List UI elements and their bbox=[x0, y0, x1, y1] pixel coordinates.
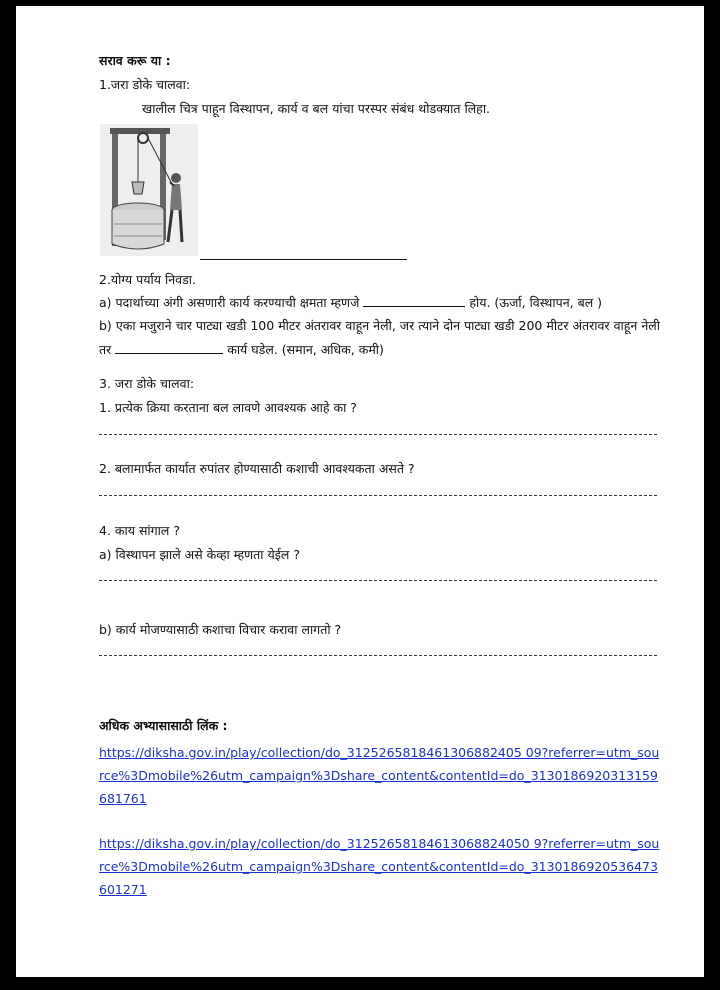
q1-instruction: खालील चित्र पाहून विस्थापन, कार्य व बल यांचा परस्पर संबंध थोडक्यात लिहा. bbox=[142, 101, 491, 116]
q4-title: 4. काय सांगाल ? bbox=[99, 523, 181, 538]
resource-link-2[interactable]: https://diksha.gov.in/play/collection/do_31252658184613068824050 9?referrer=utm_source%3Dmobile%26utm_campaign%3Dshare_content&contentId=do_3130186920536473601271 bbox=[99, 836, 660, 897]
q4-answer-line-a[interactable] bbox=[99, 580, 657, 581]
q2-b-blank[interactable] bbox=[115, 341, 223, 354]
q3-item-1: 1. प्रत्येक क्रिया करताना बल लावणे आवश्यक आहे का ? bbox=[99, 400, 357, 415]
q1-title: 1.जरा डोके चालवा: bbox=[99, 77, 191, 92]
q2-option-a bbox=[99, 294, 602, 311]
q3-item-2: 2. बलामार्फत कार्यात रुपांतर होण्यासाठी कशाची आवश्यकता असते ? bbox=[99, 461, 415, 476]
q2-title: 2.योग्य पर्याय निवडा. bbox=[99, 272, 196, 287]
resource-link-1[interactable]: https://diksha.gov.in/play/collection/do_3125265818461306882405 09?referrer=utm_source%3Dmobile%26utm_campaign%3Dshare_content&contentId=do_3130186920313159681761 bbox=[99, 745, 660, 806]
q2-a-choices: होय. (ऊर्जा, विस्थापन, बल ) bbox=[469, 295, 603, 310]
q3-title: 3. जरा डोके चालवा: bbox=[99, 376, 195, 391]
links-heading: अधिक अभ्यासासाठी लिंक : bbox=[99, 718, 228, 733]
q3-answer-line-2[interactable] bbox=[99, 495, 657, 496]
q2-a-text: a) पदार्थाच्या अंगी असणारी कार्य करण्याची क्षमता म्हणजे bbox=[99, 295, 360, 310]
q2-a-blank[interactable] bbox=[363, 294, 465, 307]
q2-option-b bbox=[99, 314, 660, 362]
q4-answer-line-b[interactable] bbox=[99, 655, 657, 656]
q4-item-b: b) कार्य मोजण्यासाठी कशाचा विचार करावा लागतो ? bbox=[99, 622, 342, 637]
q2-b-choices: कार्य घडेल. (समान, अधिक, कमी) bbox=[227, 342, 384, 357]
worksheet-page bbox=[16, 6, 704, 977]
practice-heading: सराव करू या : bbox=[99, 53, 171, 68]
q4-item-a: a) विस्थापन झाले असे केव्हा म्हणता येईल ? bbox=[99, 547, 300, 562]
q2-b-text: b) एका मजुराने चार पाट्या खडी 100 मीटर अंतरावर वाहून नेली, जर त्याने दोन पाट्या खडी 200 मीटर अंतरावर वाहून नेली तर bbox=[99, 318, 660, 357]
well-pulley-illustration bbox=[100, 124, 198, 256]
well-pulley-icon bbox=[100, 124, 198, 256]
q3-answer-line-1[interactable] bbox=[99, 434, 657, 435]
q1-answer-line[interactable] bbox=[200, 259, 407, 260]
